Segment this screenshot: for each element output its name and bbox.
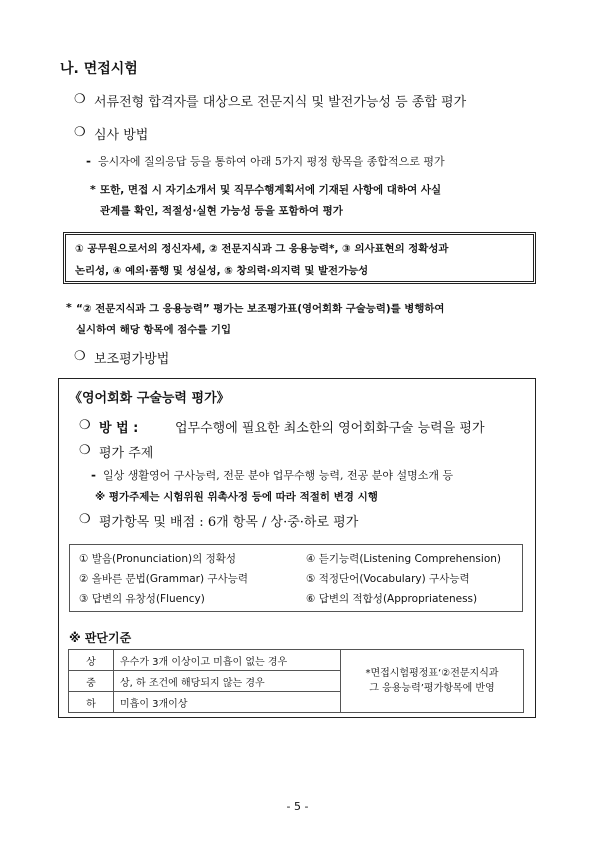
method-text: 업무수행에 필요한 최소한의 영어회화구술 능력을 평가 (175, 421, 485, 436)
dash-marker: - (91, 468, 96, 482)
method-label: 방 법 : (99, 421, 139, 436)
eval-item: ④ 듣기능력(Listening Comprehension) (306, 553, 501, 565)
subject-detail: 일상 생활영어 구사능력, 전문 분야 업무수행 능력, 전공 분야 설명소개 등 (103, 469, 454, 482)
level-cell: 하 (69, 692, 114, 713)
eval-item: ① 발음(Pronunciation)의 정확성 (79, 553, 236, 565)
criteria-box (63, 232, 536, 284)
level-cell: 상 (69, 650, 114, 671)
criteria-line2: 논리성, ④ 예의·품행 및 성실성, ⑤ 창의력·의지력 및 발전가능성 (75, 265, 369, 277)
section-title: 나. 면접시험 (60, 61, 138, 77)
note-self-intro-line2: 관계를 확인, 적절성·실현 가능성 등을 포함하여 평가 (100, 205, 343, 217)
subject-note: ※ 평가주제는 시험위원 위촉사정 등에 따라 적절히 변경 시행 (95, 491, 378, 503)
eval-item: ② 올바른 문법(Grammar) 구사능력 (79, 573, 249, 585)
item-sub-evaluation-method: 보조평가방법 (94, 352, 170, 367)
criteria-table (68, 649, 524, 713)
items-and-scoring: 평가항목 및 배점 : 6개 항목 / 상·중·하로 평가 (99, 515, 359, 530)
bullet-circle-icon: ❍ (79, 512, 91, 527)
asterisk-marker: * (66, 301, 72, 314)
bullet-circle-icon: ❍ (79, 418, 91, 433)
bullet-circle-icon: ❍ (79, 443, 91, 458)
page-number: - 5 - (286, 800, 309, 813)
eval-box-title: 《영어회화 구술능력 평가》 (69, 391, 230, 406)
item-overall-evaluation: 서류전형 합격자를 대상으로 전문지식 및 발전가능성 등 종합 평가 (94, 95, 467, 110)
eval-item: ⑤ 적정단어(Vocabulary) 구사능력 (306, 573, 470, 585)
desc-cell: 상, 하 조건에 해당되지 않는 경우 (114, 671, 341, 692)
criteria-line1: ① 공무원으로서의 정신자세, ② 전문지식과 그 응용능력*, ③ 의사표현의 정확성과 (75, 243, 449, 255)
criteria-note-line2: 그 응용능력’평가항목에 반영 (369, 683, 495, 694)
dash-marker: - (86, 154, 91, 168)
criteria-note-cell (341, 650, 524, 713)
table-row (69, 650, 524, 671)
note-sub-evaluation-line1: “② 전문지식과 그 응용능력” 평가는 보조평가표(영어회화 구술능력)를 병행하여 (76, 303, 445, 315)
bullet-circle-icon: ❍ (74, 92, 86, 107)
note-self-intro-line1: 또한, 면접 시 자기소개서 및 직무수행계획서에 기재된 사항에 대하여 사실 (100, 184, 442, 196)
item-review-method: 심사 방법 (94, 128, 149, 143)
eval-item: ⑥ 답변의 적합성(Appropriateness) (306, 593, 478, 605)
desc-cell: 우수가 3개 이상이고 미흡이 없는 경우 (114, 650, 341, 671)
bullet-circle-icon: ❍ (74, 349, 86, 364)
bullet-circle-icon: ❍ (74, 125, 86, 140)
criteria-note-line1: *면접시험평정표‘②전문지식과 (365, 668, 499, 679)
evaluation-items-box (69, 544, 523, 612)
note-sub-evaluation-line2: 실시하여 해당 항목에 점수를 기입 (76, 324, 231, 336)
level-cell: 중 (69, 671, 114, 692)
sub-item-qa: 응시자에 질의응답 등을 통하여 아래 5가지 평정 항목을 종합적으로 평가 (98, 155, 445, 168)
asterisk-marker: * (90, 183, 96, 196)
eval-item: ③ 답변의 유창성(Fluency) (79, 593, 205, 605)
english-evaluation-box (58, 378, 536, 718)
desc-cell: 미흡이 3개이상 (114, 692, 341, 713)
criteria-title: ※ 판단기준 (69, 631, 132, 645)
subject-label: 평가 주제 (99, 446, 154, 461)
